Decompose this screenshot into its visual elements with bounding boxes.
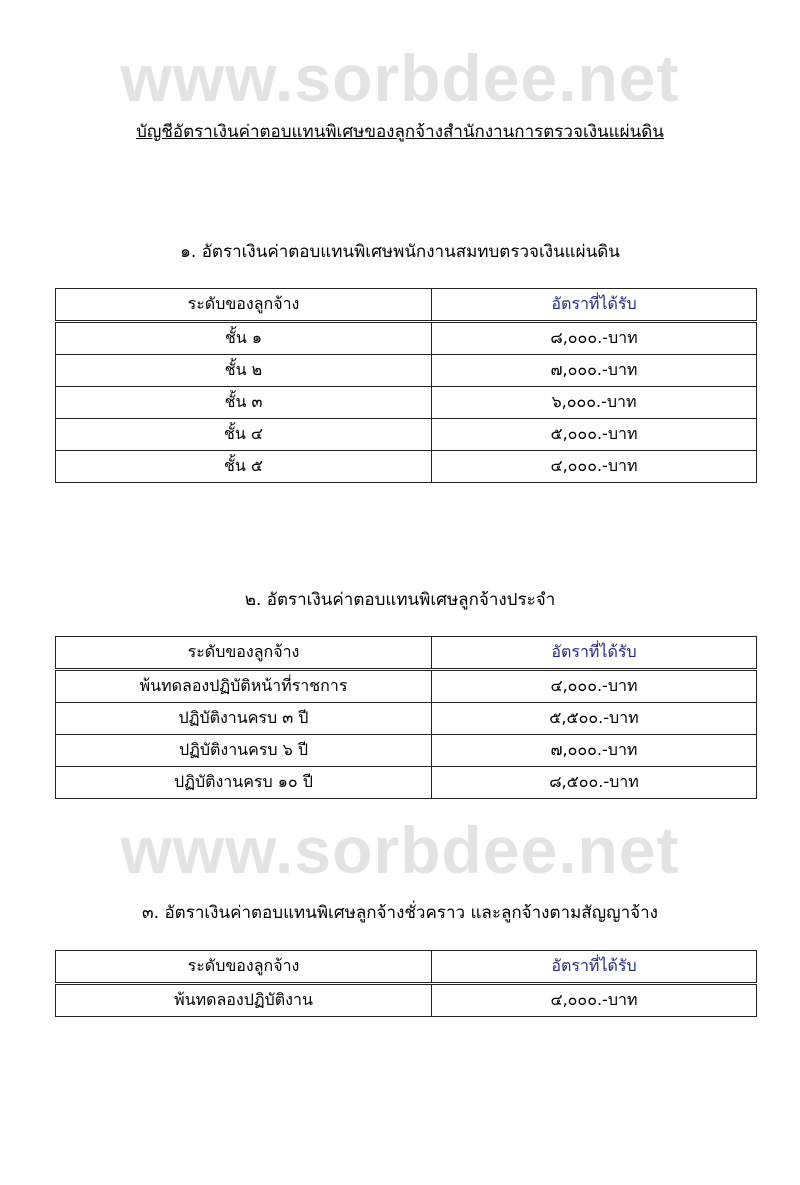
table-row bbox=[56, 670, 757, 703]
section-1-rate-table bbox=[55, 288, 757, 483]
column-header-level: ระดับของลูกจ้าง bbox=[56, 289, 432, 322]
level-cell: ปฏิบัติงานครบ ๖ ปี bbox=[56, 735, 432, 767]
rate-cell: ๔,๐๐๐.-บาท bbox=[432, 451, 757, 483]
column-header-rate: อัตราที่ได้รับ bbox=[432, 637, 757, 670]
watermark-top: www.sorbdee.net bbox=[120, 41, 680, 115]
level-cell: ปฏิบัติงานครบ ๑๐ ปี bbox=[56, 767, 432, 799]
column-header-rate: อัตราที่ได้รับ bbox=[432, 951, 757, 984]
rate-cell: ๕,๕๐๐.-บาท bbox=[432, 703, 757, 735]
section-1-heading: ๑. อัตราเงินค่าตอบแทนพิเศษพนักงานสมทบตรวจเงินแผ่นดิน bbox=[180, 242, 620, 262]
table-row bbox=[56, 735, 757, 767]
document-title: บัญชีอัตราเงินค่าตอบแทนพิเศษของลูกจ้างสำนักงานการตรวจเงินแผ่นดิน bbox=[136, 122, 664, 142]
level-cell: ชั้น ๓ bbox=[56, 387, 432, 419]
rate-cell: ๗,๐๐๐.-บาท bbox=[432, 735, 757, 767]
section-3-rate-table bbox=[55, 950, 757, 1017]
table-row bbox=[56, 767, 757, 799]
rate-cell: ๗,๐๐๐.-บาท bbox=[432, 355, 757, 387]
level-cell: ชั้น ๔ bbox=[56, 419, 432, 451]
table-row bbox=[56, 419, 757, 451]
column-header-rate: อัตราที่ได้รับ bbox=[432, 289, 757, 322]
table-row bbox=[56, 355, 757, 387]
level-cell: ปฏิบัติงานครบ ๓ ปี bbox=[56, 703, 432, 735]
level-cell: ชั้น ๑ bbox=[56, 322, 432, 355]
table-header-row bbox=[56, 951, 757, 984]
rate-cell: ๖,๐๐๐.-บาท bbox=[432, 387, 757, 419]
rate-cell: ๔,๐๐๐.-บาท bbox=[432, 984, 757, 1017]
section-2-heading: ๒. อัตราเงินค่าตอบแทนพิเศษลูกจ้างประจำ bbox=[244, 590, 556, 610]
watermark-middle: www.sorbdee.net bbox=[120, 813, 680, 887]
table-row bbox=[56, 322, 757, 355]
level-cell: พ้นทดลองปฏิบัติหน้าที่ราชการ bbox=[56, 670, 432, 703]
column-header-level: ระดับของลูกจ้าง bbox=[56, 637, 432, 670]
table-row bbox=[56, 387, 757, 419]
table-row bbox=[56, 703, 757, 735]
table-row bbox=[56, 451, 757, 483]
rate-cell: ๘,๐๐๐.-บาท bbox=[432, 322, 757, 355]
section-3-heading: ๓. อัตราเงินค่าตอบแทนพิเศษลูกจ้างชั่วคราว และลูกจ้างตามสัญญาจ้าง bbox=[142, 903, 658, 923]
rate-cell: ๘,๕๐๐.-บาท bbox=[432, 767, 757, 799]
level-cell: ชั้น ๒ bbox=[56, 355, 432, 387]
table-header-row bbox=[56, 289, 757, 322]
table-header-row bbox=[56, 637, 757, 670]
rate-cell: ๔,๐๐๐.-บาท bbox=[432, 670, 757, 703]
table-row bbox=[56, 984, 757, 1017]
rate-cell: ๕,๐๐๐.-บาท bbox=[432, 419, 757, 451]
level-cell: ชั้น ๕ bbox=[56, 451, 432, 483]
section-2-rate-table bbox=[55, 636, 757, 799]
column-header-level: ระดับของลูกจ้าง bbox=[56, 951, 432, 984]
level-cell: พ้นทดลองปฏิบัติงาน bbox=[56, 984, 432, 1017]
